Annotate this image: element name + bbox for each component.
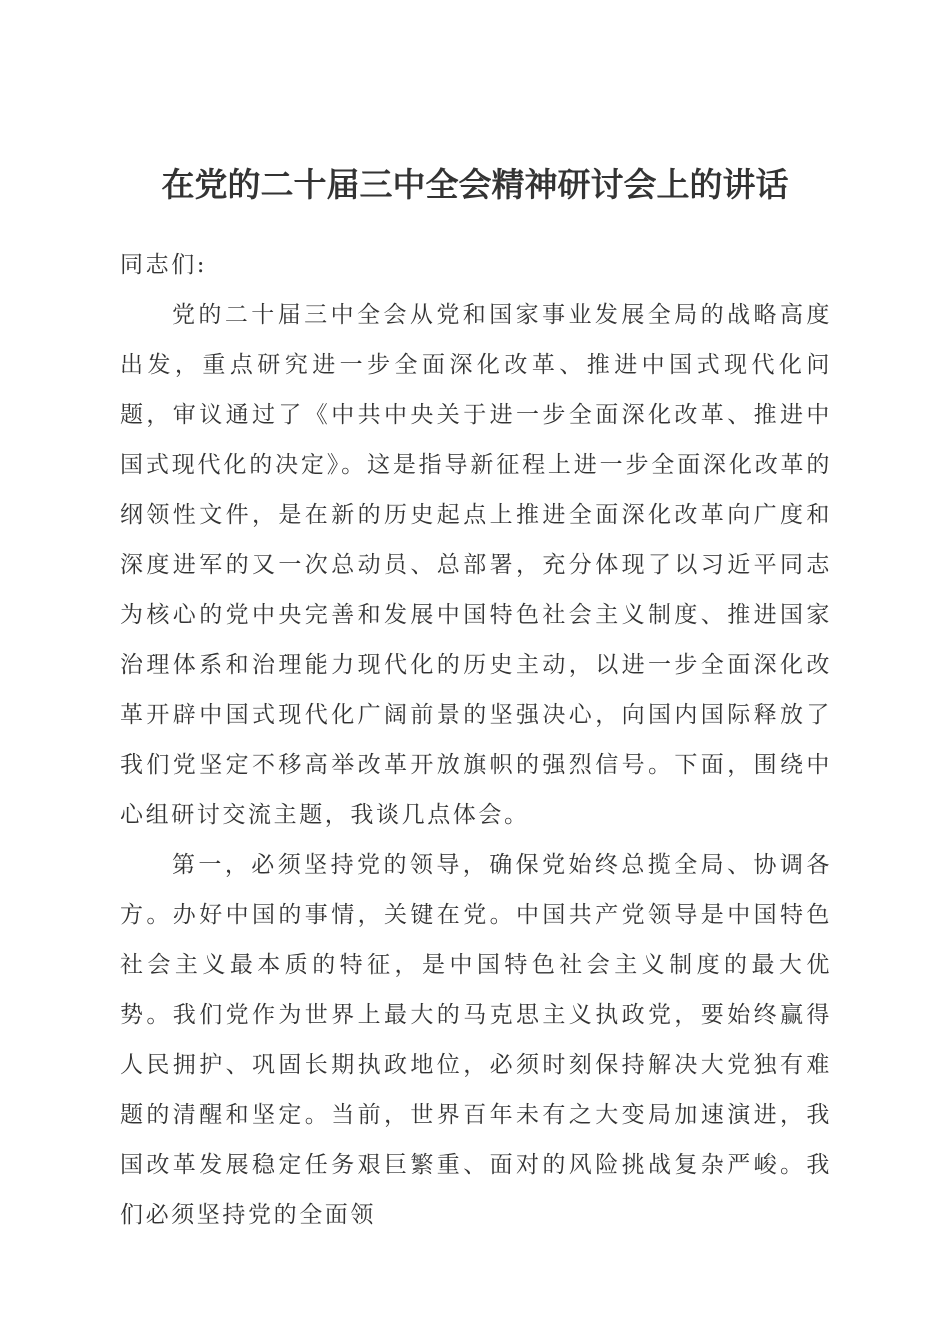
salutation: 同志们: — [120, 252, 208, 278]
paragraph-point-one: 第一，必须坚持党的领导，确保党始终总揽全局、协调各方。办好中国的事情，关键在党。中国共产党领导是中国特色社会主义最本质的特征，是中国特色社会主义制度的最大优势。我们党作为世界上最大的马克思主义执政党，要始终赢得人民拥护、巩固长期执政地位，必须时刻保持解决大党独有难题的清醒和坚定。当前，世界百年未有之大变局加速演进，我国改革发展稳定任务艰巨繁重、面对的风险挑战复杂严峻。我们必须坚持党的全面领 — [120, 852, 832, 1228]
document-title: 在党的二十届三中全会精神研讨会上的讲话 — [161, 165, 789, 204]
paragraph-intro: 党的二十届三中全会从党和国家事业发展全局的战略高度出发，重点研究进一步全面深化改革、推进中国式现代化问题，审议通过了《中共中央关于进一步全面深化改革、推进中国式现代化的决定》。这是指导新征程上进一步全面深化改革的纲领性文件，是在新的历史起点上推进全面深化改革向广度和深度进军的又一次总动员、总部署，充分体现了以习近平同志为核心的党中央完善和发展中国特色社会主义制度、推进国家治理体系和治理能力现代化的历史主动，以进一步全面深化改革开辟中国式现代化广阔前景的坚强决心，向国内国际释放了我们党坚定不移高举改革开放旗帜的强烈信号。下面，围绕中心组研讨交流主题，我谈几点体会。 — [120, 302, 832, 828]
document-body — [120, 240, 832, 1240]
